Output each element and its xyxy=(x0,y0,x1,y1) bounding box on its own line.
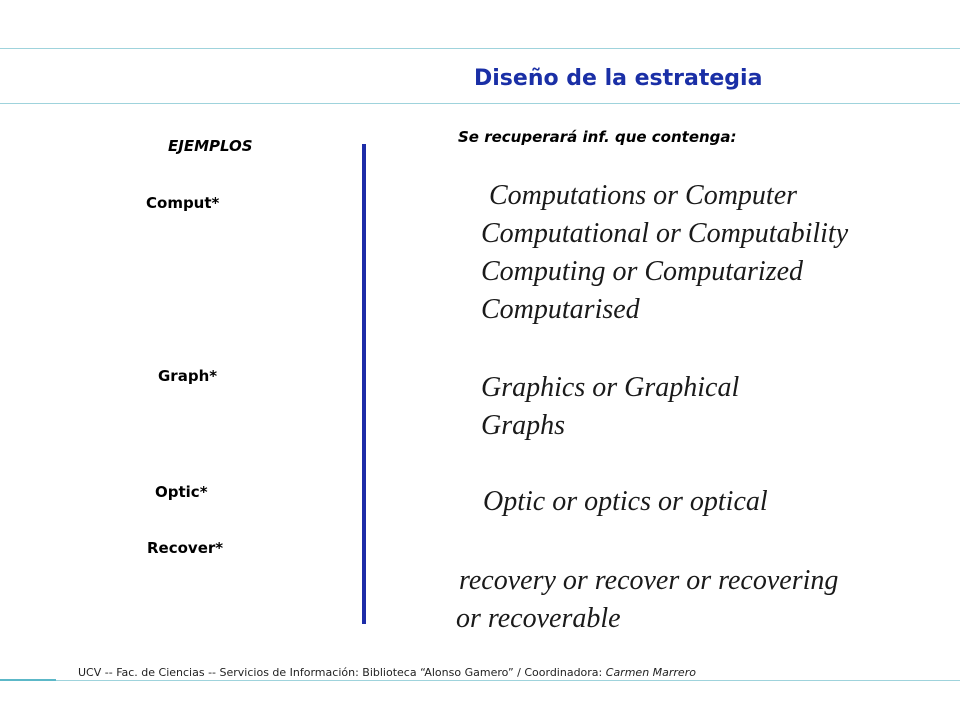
title-rule xyxy=(0,103,960,104)
results-heading: Se recuperará inf. que contenga: xyxy=(458,128,737,146)
result-line: Optic or optics or optical xyxy=(483,486,768,517)
result-line: Computarised xyxy=(481,294,640,325)
top-rule xyxy=(0,48,960,49)
footer xyxy=(78,666,696,679)
example-comput: Comput* xyxy=(146,194,220,212)
result-line: recovery or recover or recovering xyxy=(459,565,839,596)
bottom-rule-accent xyxy=(0,679,56,681)
result-line: Computing or Computarized xyxy=(481,256,804,287)
footer-author: Carmen Marrero xyxy=(605,666,696,679)
result-line: Graphics or Graphical xyxy=(481,372,740,403)
footer-text: UCV -- Fac. de Ciencias -- Servicios de Información: Biblioteca “Alonso Gamero” / Coordinadora: xyxy=(78,666,606,679)
example-recover: Recover* xyxy=(147,539,224,557)
slide-title: Diseño de la estrategia xyxy=(474,66,763,91)
vertical-divider xyxy=(362,144,366,624)
result-line: Computations or Computer xyxy=(489,180,798,211)
example-graph: Graph* xyxy=(158,367,218,385)
examples-heading: EJEMPLOS xyxy=(168,137,253,155)
example-optic: Optic* xyxy=(155,483,208,501)
bottom-rule xyxy=(0,680,960,681)
result-line: Graphs xyxy=(481,410,566,441)
result-line: Computational or Computability xyxy=(481,218,849,249)
result-line: or recoverable xyxy=(456,603,621,634)
